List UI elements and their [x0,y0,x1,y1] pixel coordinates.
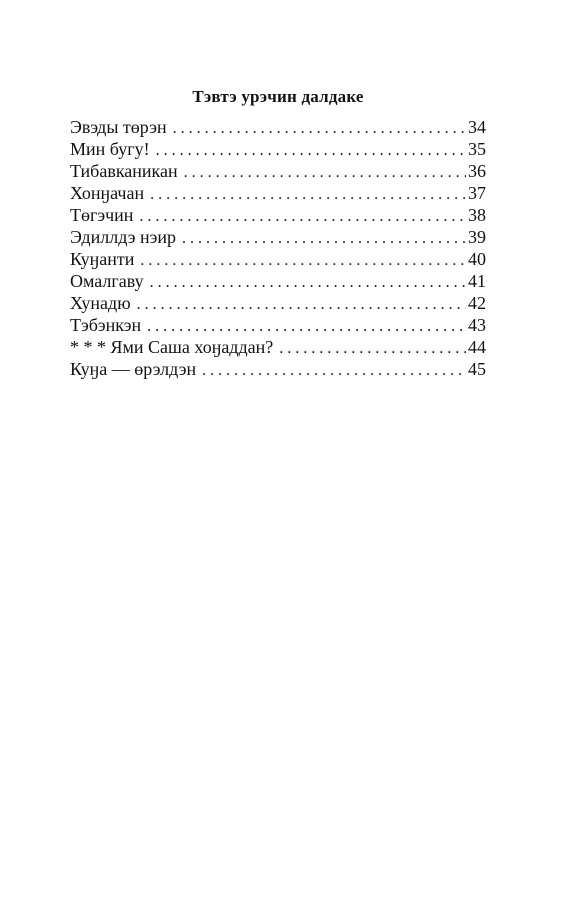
toc-entry [70,204,486,226]
entry-title: Эдиллдэ нэир [70,227,177,247]
dot-leader [182,228,466,250]
dot-leader [140,250,466,272]
dot-leader [173,118,466,140]
entry-title: Хонӈачан [70,183,145,203]
toc-entry [70,314,486,336]
entry-page-number: 34 [468,117,486,137]
entry-title: Тибавканикан [70,161,178,181]
toc-entry [70,226,486,248]
dot-leader [150,184,466,206]
toc-entry [70,182,486,204]
dot-leader [147,316,466,338]
dot-leader [137,294,466,316]
entry-page-number: 42 [468,293,486,313]
entry-page-number: 44 [468,337,486,357]
entry-title: Хунадю [70,293,131,313]
entry-page-number: 43 [468,315,486,335]
entry-page-number: 39 [468,227,486,247]
entry-page-number: 37 [468,183,486,203]
entry-page-number: 36 [468,161,486,181]
entry-title: Омалгаву [70,271,144,291]
table-of-contents [70,86,486,380]
entry-title: Тэбэнкэн [70,315,142,335]
entry-title: Төгэчин [70,205,134,225]
entry-page-number: 41 [468,271,486,291]
toc-list [70,116,486,380]
dot-leader [139,206,466,228]
dot-leader [150,272,466,294]
entry-page-number: 35 [468,139,486,159]
entry-page-number: 38 [468,205,486,225]
dot-leader [279,338,466,360]
entry-title: Куӈа — өрэлдэн [70,359,197,379]
toc-entry [70,292,486,314]
toc-entry [70,336,486,358]
toc-entry [70,138,486,160]
entry-page-number: 40 [468,249,486,269]
toc-entry [70,160,486,182]
entry-title: Мин бугу! [70,139,150,159]
toc-title: Тэвтэ урэчин далдаке [192,87,364,106]
toc-entry [70,248,486,270]
dot-leader [156,140,466,162]
toc-entry [70,358,486,380]
entry-title: * * * Ями Саша хоӈаддан? [70,337,274,357]
entry-title: Эвэды төрэн [70,117,167,137]
dot-leader [202,360,466,382]
toc-entry [70,116,486,138]
toc-entry [70,270,486,292]
entry-page-number: 45 [468,359,486,379]
dot-leader [184,162,466,184]
entry-title: Куӈанти [70,249,135,269]
